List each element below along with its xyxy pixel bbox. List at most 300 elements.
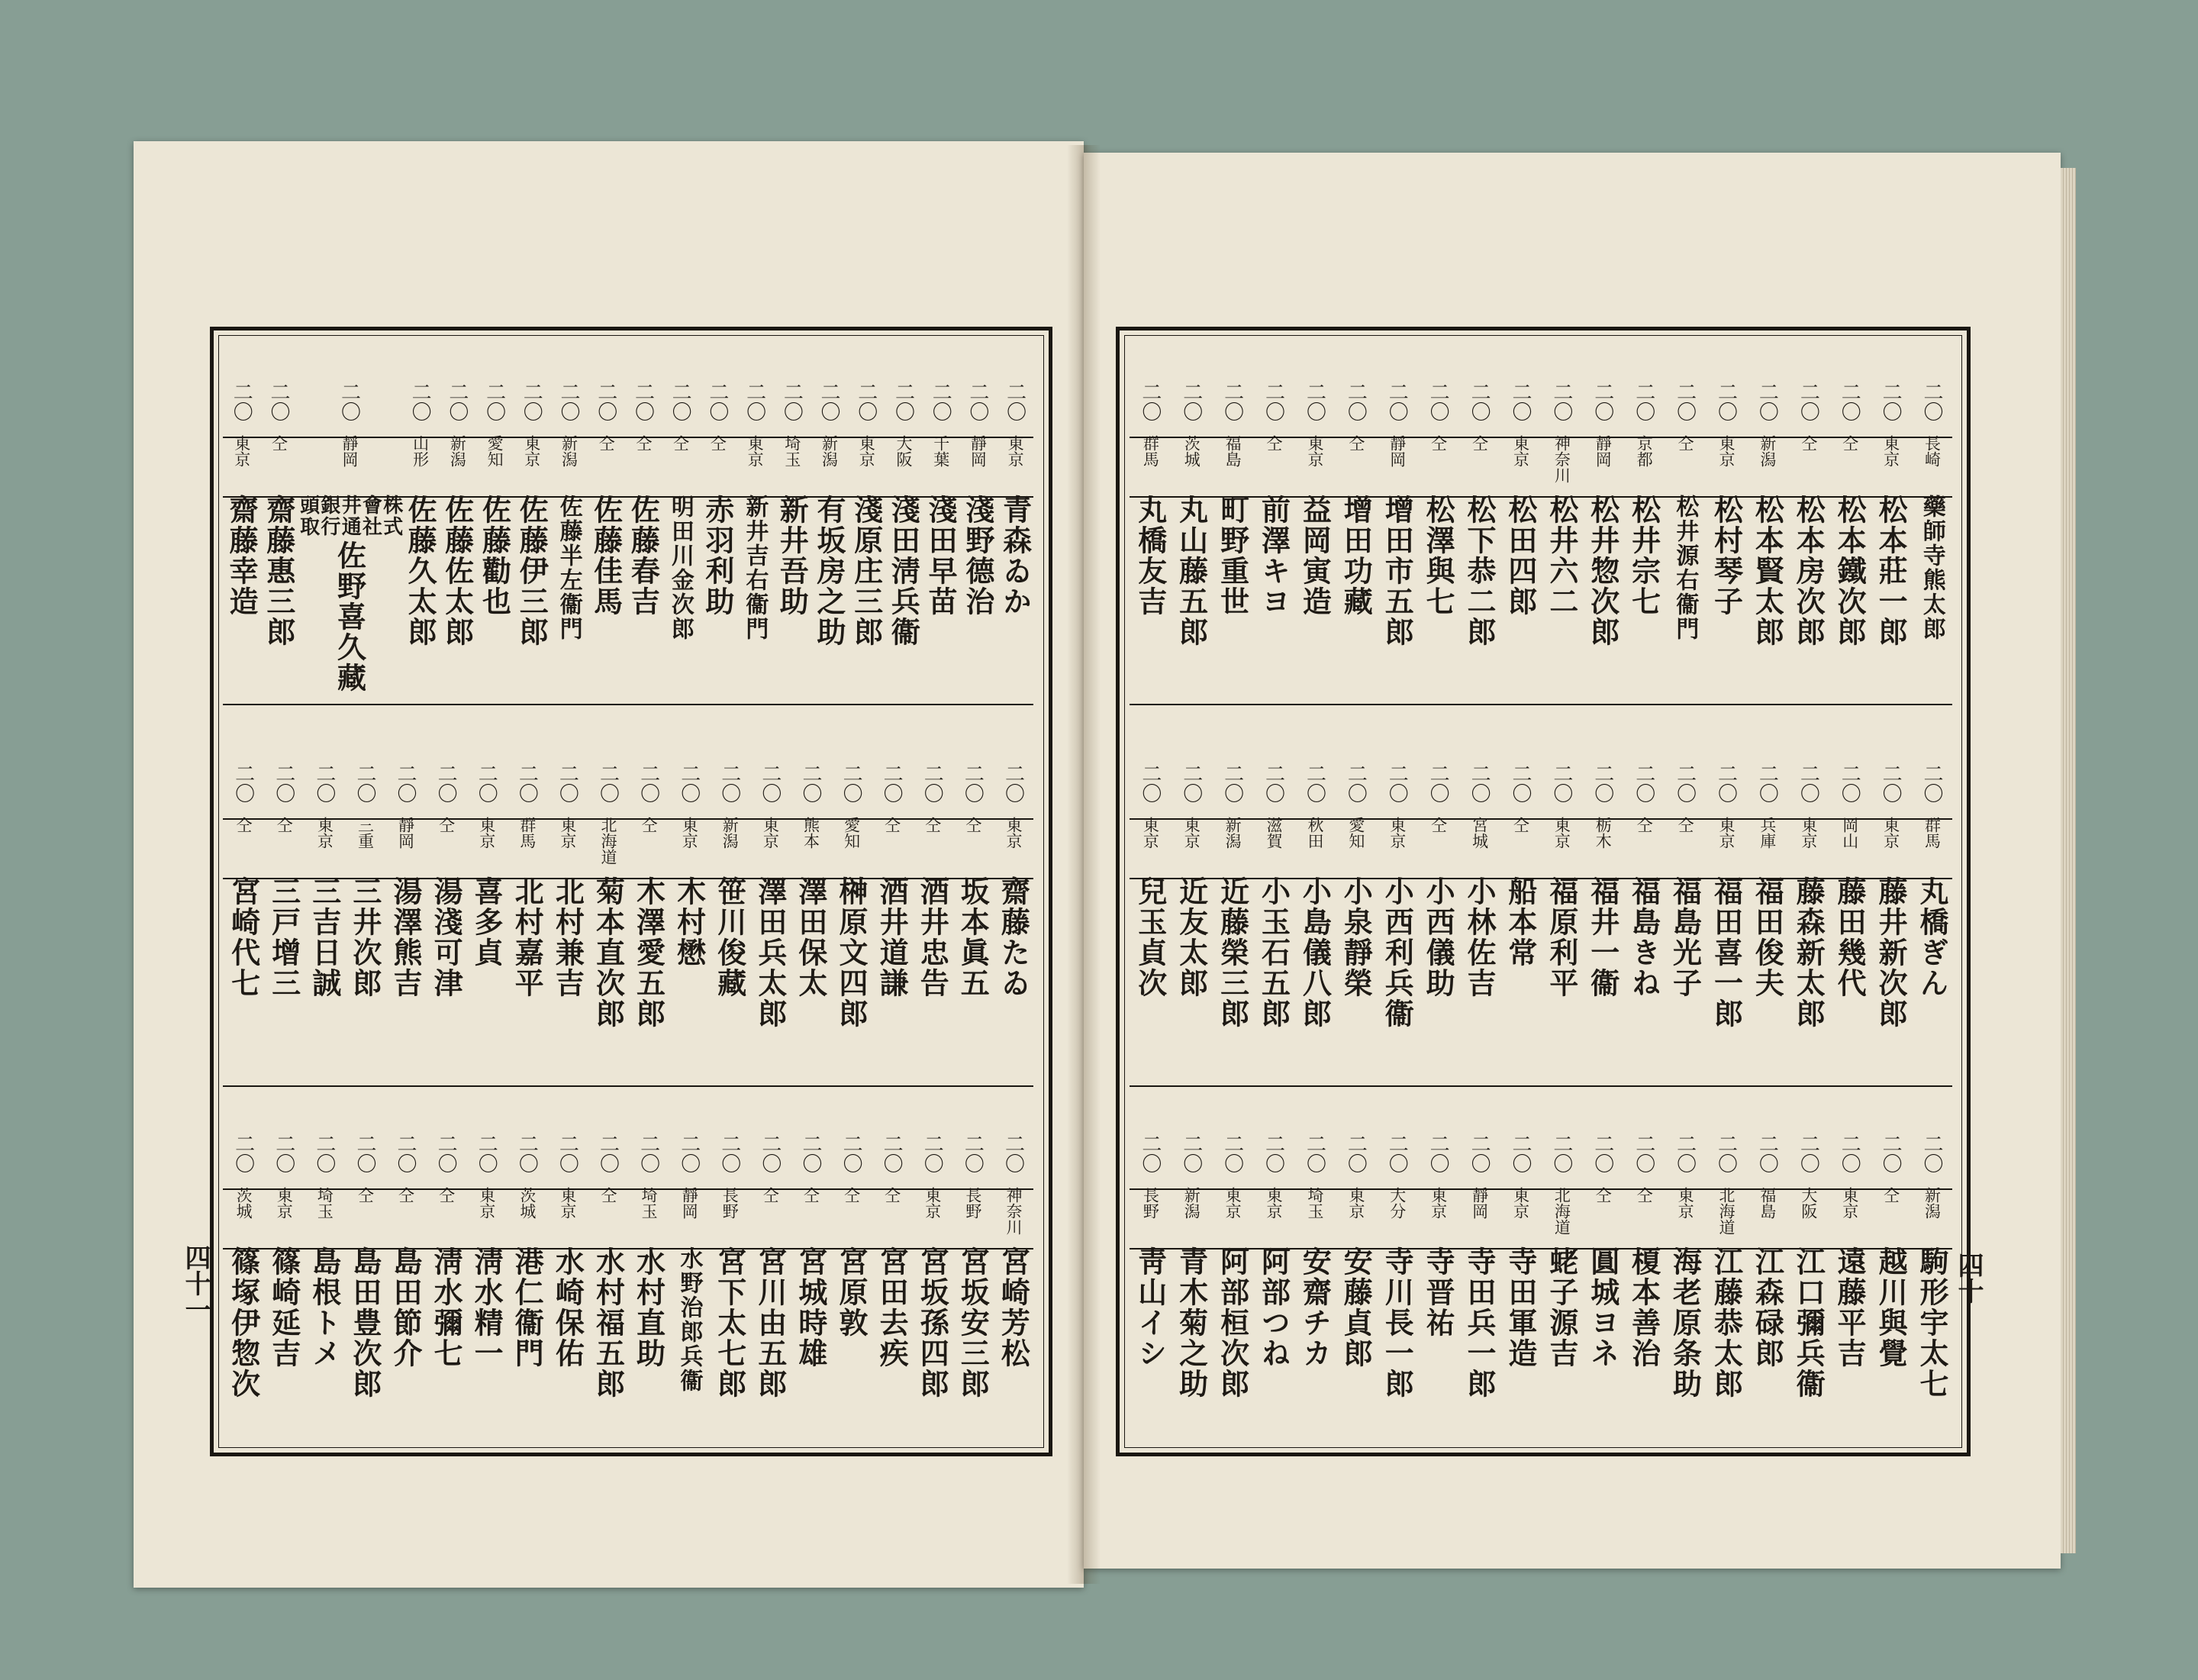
entry-name: 澤田保太 xyxy=(793,876,828,998)
entry xyxy=(385,763,426,1084)
entry xyxy=(439,382,476,702)
entry-name: 澤田兵太郎 xyxy=(753,876,788,1029)
entry xyxy=(1541,763,1582,1084)
entry-prefecture: 栃木 xyxy=(1594,817,1613,849)
entry-number: 二〇 xyxy=(705,382,729,421)
entry-prefecture: 東京 xyxy=(1182,817,1201,849)
entry-name: 安齋チカ xyxy=(1297,1246,1333,1369)
entry-prefecture: 仝 xyxy=(1429,817,1448,833)
entry-note: 株式會社井通銀行頭取 xyxy=(296,495,403,537)
entry-number: 二〇 xyxy=(1714,1133,1738,1173)
entry-name: 木村懋 xyxy=(672,876,707,968)
entry-prefecture: 北海道 xyxy=(599,817,618,865)
entry-prefecture: 仝 xyxy=(1799,435,1818,451)
entry-name: 福島光子 xyxy=(1668,876,1703,998)
entry xyxy=(709,763,749,1084)
entry-prefecture: 東京 xyxy=(857,435,876,467)
entry-prefecture: 新潟 xyxy=(1922,1187,1942,1219)
entry-name: 松村琴子 xyxy=(1709,495,1744,617)
entry-name: 淺田淸兵衞 xyxy=(886,495,921,647)
entry-prefecture: 大阪 xyxy=(1799,1187,1818,1219)
entry xyxy=(263,763,304,1084)
page-edges xyxy=(2061,168,2076,1553)
entry xyxy=(1417,1133,1458,1454)
entry-name: 阿部つね xyxy=(1256,1246,1291,1369)
entry-number: 二〇 xyxy=(1179,1133,1203,1173)
entry xyxy=(885,382,922,702)
entry xyxy=(952,763,993,1084)
entry xyxy=(1500,382,1541,702)
entry-prefecture: 東京 xyxy=(1881,435,1900,467)
entry-prefecture: 群馬 xyxy=(1141,435,1160,467)
entry-name: 藤井新次郎 xyxy=(1874,876,1909,1029)
entry-prefecture: 長野 xyxy=(1141,1187,1160,1219)
entry-prefecture: 仝 xyxy=(437,817,456,833)
entry-name: 湯淺可津 xyxy=(429,876,464,998)
entry-name: 有坂房之助 xyxy=(811,495,846,647)
entry-name: 松本鐵次郎 xyxy=(1832,495,1868,647)
entry-name: 榊原文四郎 xyxy=(834,876,869,1029)
entry-prefecture: 兵庫 xyxy=(1758,817,1777,849)
entry-name: 松井宗七 xyxy=(1626,495,1661,617)
entry-number: 二〇 xyxy=(394,1133,417,1173)
entry-number: 二〇 xyxy=(520,382,543,421)
entry-name: 宮田去疾 xyxy=(875,1246,910,1369)
entry-prefecture: 新潟 xyxy=(1223,817,1242,849)
entry-number: 二〇 xyxy=(1303,763,1326,803)
entry xyxy=(1911,382,1952,702)
entry-number: 二〇 xyxy=(965,382,989,421)
entry xyxy=(1706,1133,1747,1454)
entry-name: 水野治郎兵衞 xyxy=(675,1246,703,1393)
entry-name: 町野重世 xyxy=(1215,495,1250,617)
entry-prefecture: 仝 xyxy=(633,435,653,451)
entry-name: 三井次郎 xyxy=(347,876,382,998)
entry xyxy=(1746,1133,1787,1454)
entry-prefecture: 靜岡 xyxy=(396,817,415,849)
entry-number: 二〇 xyxy=(1385,382,1409,421)
entry-name: 酒井道謙 xyxy=(875,876,910,998)
entry-number: 二〇 xyxy=(1838,1133,1861,1173)
entry-name: 松本賢太郎 xyxy=(1750,495,1785,647)
entry-prefecture: 東京 xyxy=(1799,817,1818,849)
entry xyxy=(1665,763,1706,1084)
entry xyxy=(1253,1133,1294,1454)
book-gutter xyxy=(1067,145,1101,1584)
entry-name: 藤森新太郎 xyxy=(1791,876,1826,1029)
entry xyxy=(1787,1133,1829,1454)
entry-name: 篠塚伊惣次 xyxy=(226,1246,261,1399)
entry-number: 二〇 xyxy=(272,1133,295,1173)
entry-prefecture: 京都 xyxy=(1635,435,1654,467)
entry xyxy=(1171,382,1212,702)
entry-prefecture: 茨城 xyxy=(234,1187,253,1219)
entry-name: 榎本善治 xyxy=(1626,1246,1661,1369)
entry-prefecture: 仝 xyxy=(437,1187,456,1203)
entry-number: 二〇 xyxy=(1001,763,1025,803)
entry-name: 佐藤伊三郎 xyxy=(514,495,550,647)
entry-prefecture: 東京 xyxy=(1265,1187,1284,1219)
entry-number: 二〇 xyxy=(1838,382,1861,421)
entry-name: 淺原庄三郎 xyxy=(849,495,884,647)
entry-name: 島田豊次郎 xyxy=(347,1246,382,1399)
entry xyxy=(1623,382,1665,702)
entry-number: 二〇 xyxy=(1838,763,1861,803)
entry-name: 增田功藏 xyxy=(1339,495,1374,617)
entry-number: 二〇 xyxy=(1138,382,1162,421)
entry-number: 二〇 xyxy=(961,763,985,803)
entry xyxy=(1870,382,1911,702)
entry xyxy=(1376,763,1417,1084)
left-row-1 xyxy=(223,763,1033,1084)
entry-name: 佐藤佐太郎 xyxy=(440,495,475,647)
entry-number: 二〇 xyxy=(596,763,620,803)
entry xyxy=(662,382,699,702)
entry-number: 二〇 xyxy=(1632,1133,1655,1173)
entry-prefecture: 東京 xyxy=(522,435,541,467)
entry-number: 二〇 xyxy=(1138,1133,1162,1173)
entry-prefecture: 東京 xyxy=(923,1187,942,1219)
entry-prefecture: 東京 xyxy=(1223,1187,1242,1219)
entry-name: 駒形宇太七 xyxy=(1914,1246,1949,1399)
entry xyxy=(1335,1133,1376,1454)
entry xyxy=(223,1133,263,1454)
entry xyxy=(1458,382,1500,702)
entry-prefecture: 愛知 xyxy=(842,817,861,849)
entry-name: 福原利平 xyxy=(1544,876,1579,998)
entry-prefecture: 長野 xyxy=(963,1187,982,1219)
entry xyxy=(1787,763,1829,1084)
entry-prefecture: 仝 xyxy=(882,817,901,833)
entry xyxy=(1665,382,1706,702)
entry xyxy=(260,382,298,702)
entry-number: 二〇 xyxy=(434,763,458,803)
entry-prefecture: 東京 xyxy=(1346,1187,1365,1219)
entry-prefecture: 長野 xyxy=(720,1187,740,1219)
entry-name: 淺田早苗 xyxy=(923,495,959,617)
entry-prefecture: 新潟 xyxy=(1182,1187,1201,1219)
entry-prefecture: 東京 xyxy=(315,817,334,849)
entry-name: 宮崎芳松 xyxy=(996,1246,1031,1369)
entry-name: 新井吾助 xyxy=(775,495,810,617)
entry-name: 松本房次郎 xyxy=(1791,495,1826,647)
entry-number: 二〇 xyxy=(1179,763,1203,803)
entry-prefecture: 熊本 xyxy=(801,817,820,849)
entry-name: 圓城ヨネ xyxy=(1585,1246,1620,1369)
entry-number: 二〇 xyxy=(1673,763,1697,803)
entry xyxy=(1335,382,1376,702)
entry-number: 二〇 xyxy=(1003,382,1026,421)
entry xyxy=(1171,1133,1212,1454)
entry-number: 二〇 xyxy=(1879,1133,1903,1173)
entry-prefecture: 岡山 xyxy=(1840,817,1859,849)
entry-name: 近藤榮三郎 xyxy=(1215,876,1250,1029)
entry-number: 二〇 xyxy=(1220,1133,1244,1173)
entry xyxy=(344,1133,385,1454)
entry-prefecture: 仝 xyxy=(1635,817,1654,833)
entry-prefecture: 三重 xyxy=(356,817,375,849)
entry xyxy=(1335,763,1376,1084)
entry-number: 二〇 xyxy=(1344,382,1368,421)
entry xyxy=(959,382,997,702)
entry xyxy=(547,1133,588,1454)
entry xyxy=(996,382,1033,702)
entry-name: 丸橋友吉 xyxy=(1133,495,1168,617)
entry-number: 二〇 xyxy=(337,382,361,421)
entry-number: 二〇 xyxy=(1508,763,1532,803)
entry xyxy=(669,763,709,1084)
entry-name: 江藤恭太郎 xyxy=(1709,1246,1744,1399)
entry-prefecture: 北海道 xyxy=(1552,1187,1571,1235)
entry-name: 蛯子源吉 xyxy=(1544,1246,1579,1369)
entry xyxy=(1376,1133,1417,1454)
entry-number: 二〇 xyxy=(780,382,804,421)
entry-name: 丸橋ぎん xyxy=(1914,876,1949,998)
entry-name: 齋藤惠三郎 xyxy=(261,495,296,647)
entry-prefecture: 東京 xyxy=(1006,435,1025,467)
entry xyxy=(1911,1133,1952,1454)
entry-prefecture: 仝 xyxy=(671,435,690,451)
entry-name: 島根トメ xyxy=(307,1246,342,1369)
right-row-1 xyxy=(1130,763,1952,1084)
entry-name: 松田四郎 xyxy=(1503,495,1538,617)
entry-name: 近友太郎 xyxy=(1174,876,1209,998)
entry-prefecture: 新潟 xyxy=(820,435,839,467)
entry xyxy=(587,382,624,702)
entry-number: 二〇 xyxy=(1797,763,1820,803)
entry-name: 湯澤熊吉 xyxy=(388,876,423,998)
entry-number: 二〇 xyxy=(266,382,290,421)
entry-name: 佐藤勸也 xyxy=(477,495,512,617)
entry-name: 佐藤久太郎 xyxy=(403,495,438,647)
entry-number: 二〇 xyxy=(677,763,701,803)
entry-name: 松下恭二郎 xyxy=(1462,495,1497,647)
entry-prefecture: 靜岡 xyxy=(1594,435,1613,467)
entry xyxy=(1582,1133,1623,1454)
entry-prefecture: 大分 xyxy=(1387,1187,1407,1219)
entry-number: 二〇 xyxy=(1508,382,1532,421)
entry-number: 二〇 xyxy=(880,763,904,803)
entry-name: 阿部桓次郎 xyxy=(1215,1246,1250,1399)
entry-name: 福田俊夫 xyxy=(1750,876,1785,998)
entry-prefecture: 靜岡 xyxy=(340,435,359,467)
entry-number: 二〇 xyxy=(230,382,253,421)
entry xyxy=(385,1133,426,1454)
entry-number: 二〇 xyxy=(920,763,944,803)
entry-prefecture: 仝 xyxy=(1346,435,1365,451)
entry-number: 二〇 xyxy=(312,1133,336,1173)
entry xyxy=(513,382,550,702)
entry-prefecture: 福島 xyxy=(1223,435,1242,467)
entry-number: 二〇 xyxy=(1755,763,1779,803)
entry-number: 二〇 xyxy=(1001,1133,1025,1173)
entry xyxy=(1706,382,1747,702)
entry xyxy=(628,1133,669,1454)
entry-prefecture: 仝 xyxy=(640,817,659,833)
entry xyxy=(263,1133,304,1454)
entry xyxy=(1911,763,1952,1084)
entry-name: 松井六二 xyxy=(1544,495,1579,617)
entry xyxy=(1500,1133,1541,1454)
entry-number: 二〇 xyxy=(1385,763,1409,803)
entry-number: 二〇 xyxy=(1262,382,1285,421)
entry-name: 赤羽利助 xyxy=(700,495,735,617)
entry xyxy=(466,763,507,1084)
entry xyxy=(1253,763,1294,1084)
entry-name: 淸水彌七 xyxy=(429,1246,464,1369)
entry-prefecture: 東京 xyxy=(1552,817,1571,849)
entry-number: 二〇 xyxy=(677,1133,701,1173)
entry-name: 齋藤たゐ xyxy=(996,876,1031,998)
entry-prefecture: 新潟 xyxy=(559,435,579,467)
entry-name: 越川與覺 xyxy=(1874,1246,1909,1369)
entry xyxy=(628,763,669,1084)
entry-number: 二〇 xyxy=(1632,382,1655,421)
entry xyxy=(1623,763,1665,1084)
entry-number: 二〇 xyxy=(1755,382,1779,421)
entry-prefecture: 東京 xyxy=(1717,817,1736,849)
entry-prefecture: 東京 xyxy=(1881,817,1900,849)
entry-name: 北村兼吉 xyxy=(550,876,585,998)
entry xyxy=(1829,1133,1870,1454)
entry-name: 篠崎延吉 xyxy=(266,1246,301,1369)
entry-number: 二〇 xyxy=(1920,382,1944,421)
entry-prefecture: 仝 xyxy=(234,817,253,833)
entry-prefecture: 仝 xyxy=(1840,435,1859,451)
entry-name: 小西利兵衞 xyxy=(1380,876,1415,1029)
entry-number: 二〇 xyxy=(961,1133,985,1173)
entry-name: 水崎保佑 xyxy=(550,1246,585,1369)
entry xyxy=(1829,763,1870,1084)
entry-name: 坂本眞五 xyxy=(956,876,991,998)
entry-prefecture: 滋賀 xyxy=(1265,817,1284,849)
entry-prefecture: 仝 xyxy=(708,435,727,451)
entry-number: 二〇 xyxy=(631,382,655,421)
entry-prefecture: 東京 xyxy=(1004,817,1023,849)
entry-prefecture: 仝 xyxy=(923,817,942,833)
entry-name: 小島儀八郎 xyxy=(1297,876,1333,1029)
entry xyxy=(993,763,1033,1084)
entry-prefecture: 東京 xyxy=(1511,435,1530,467)
entry-number: 二〇 xyxy=(1262,763,1285,803)
entry-name: 寺田軍造 xyxy=(1503,1246,1538,1369)
entry xyxy=(1253,382,1294,702)
entry-prefecture: 新潟 xyxy=(448,435,467,467)
entry-name: 佐藤春吉 xyxy=(626,495,661,617)
left-page-number: 四十一 xyxy=(180,1244,211,1322)
entry-prefecture: 茨城 xyxy=(1182,435,1201,467)
entry-name: 福井一衞 xyxy=(1585,876,1620,998)
entry-number: 二〇 xyxy=(1344,1133,1368,1173)
entry-prefecture: 神奈川 xyxy=(1552,435,1571,483)
entry xyxy=(1870,1133,1911,1454)
entry-prefecture: 山形 xyxy=(411,435,430,467)
entry-prefecture: 埼玉 xyxy=(782,435,801,467)
entry-prefecture: 仝 xyxy=(1429,435,1448,451)
entry-number: 二〇 xyxy=(1797,1133,1820,1173)
entry-number: 二〇 xyxy=(1920,763,1944,803)
entry-prefecture: 大阪 xyxy=(894,435,913,467)
entry-prefecture: 仝 xyxy=(1676,435,1695,451)
entry-number: 二〇 xyxy=(1468,763,1491,803)
entry-name: 港仁衞門 xyxy=(510,1246,545,1369)
entry-prefecture: 神奈川 xyxy=(1004,1187,1023,1235)
right-row-divider xyxy=(1130,1085,1952,1087)
entry-number: 二〇 xyxy=(758,763,782,803)
entry xyxy=(773,382,811,702)
entry-prefecture: 群馬 xyxy=(517,817,537,849)
entry-name: 前澤キヨ xyxy=(1256,495,1291,617)
entry-number: 二〇 xyxy=(1220,763,1244,803)
entry-name: 齋藤幸造 xyxy=(224,495,259,617)
entry xyxy=(709,1133,749,1454)
entry-number: 二〇 xyxy=(717,1133,741,1173)
entry xyxy=(1294,763,1336,1084)
entry-name: 船本常 xyxy=(1503,876,1538,968)
entry xyxy=(831,763,872,1084)
entry-number: 二〇 xyxy=(758,1133,782,1173)
entry-number: 二〇 xyxy=(854,382,878,421)
entry-number: 二〇 xyxy=(1426,382,1450,421)
entry-name: 藤田幾代 xyxy=(1832,876,1868,998)
entry-prefecture: 東京 xyxy=(1305,435,1324,467)
entry-number: 二〇 xyxy=(556,763,579,803)
entry-name: 宮川由五郎 xyxy=(753,1246,788,1399)
entry xyxy=(669,1133,709,1454)
entry-prefecture: 東京 xyxy=(1511,1187,1530,1219)
entry xyxy=(1500,763,1541,1084)
entry-name: 佐藤半左衞門 xyxy=(555,495,582,641)
entry-number: 二〇 xyxy=(669,382,692,421)
entry-number: 二〇 xyxy=(1920,1133,1944,1173)
entry-name: 宮城時雄 xyxy=(793,1246,828,1369)
entry xyxy=(466,1133,507,1454)
entry-prefecture: 東京 xyxy=(1676,1187,1695,1219)
entry-name: 松澤與七 xyxy=(1421,495,1456,617)
entry-name: 宮原敦 xyxy=(834,1246,869,1338)
entry xyxy=(507,763,547,1084)
entry-prefecture: 東京 xyxy=(761,817,780,849)
entry xyxy=(401,382,439,702)
entry-number: 二〇 xyxy=(1879,763,1903,803)
entry-number: 二〇 xyxy=(880,1133,904,1173)
entry-name: 佐藤佳馬 xyxy=(588,495,624,617)
entry-prefecture: 東京 xyxy=(1717,435,1736,467)
entry-number: 二〇 xyxy=(1262,1133,1285,1173)
entry-number: 二〇 xyxy=(556,1133,579,1173)
entry xyxy=(1294,1133,1336,1454)
entry-number: 二〇 xyxy=(1879,382,1903,421)
entry xyxy=(1294,382,1336,702)
entry-name: 藥師寺熊太郎 xyxy=(1918,495,1945,641)
entry-number: 二〇 xyxy=(798,1133,822,1173)
entry-prefecture: 仝 xyxy=(1594,1187,1613,1203)
entry xyxy=(223,382,260,702)
entry-number: 二〇 xyxy=(1590,1133,1614,1173)
entry-name: 笹川俊藏 xyxy=(712,876,747,998)
entry xyxy=(1623,1133,1665,1454)
entry xyxy=(1582,763,1623,1084)
entry-prefecture: 茨城 xyxy=(517,1187,537,1219)
entry xyxy=(1665,1133,1706,1454)
entry-number: 二〇 xyxy=(1549,382,1573,421)
right-row-0 xyxy=(1130,382,1952,702)
entry-prefecture: 東京 xyxy=(477,1187,496,1219)
entry-number: 二〇 xyxy=(1590,382,1614,421)
right-row-2 xyxy=(1130,1133,1952,1454)
right-page-number: 四十 xyxy=(1953,1252,1984,1304)
entry-prefecture: 新潟 xyxy=(1758,435,1777,467)
